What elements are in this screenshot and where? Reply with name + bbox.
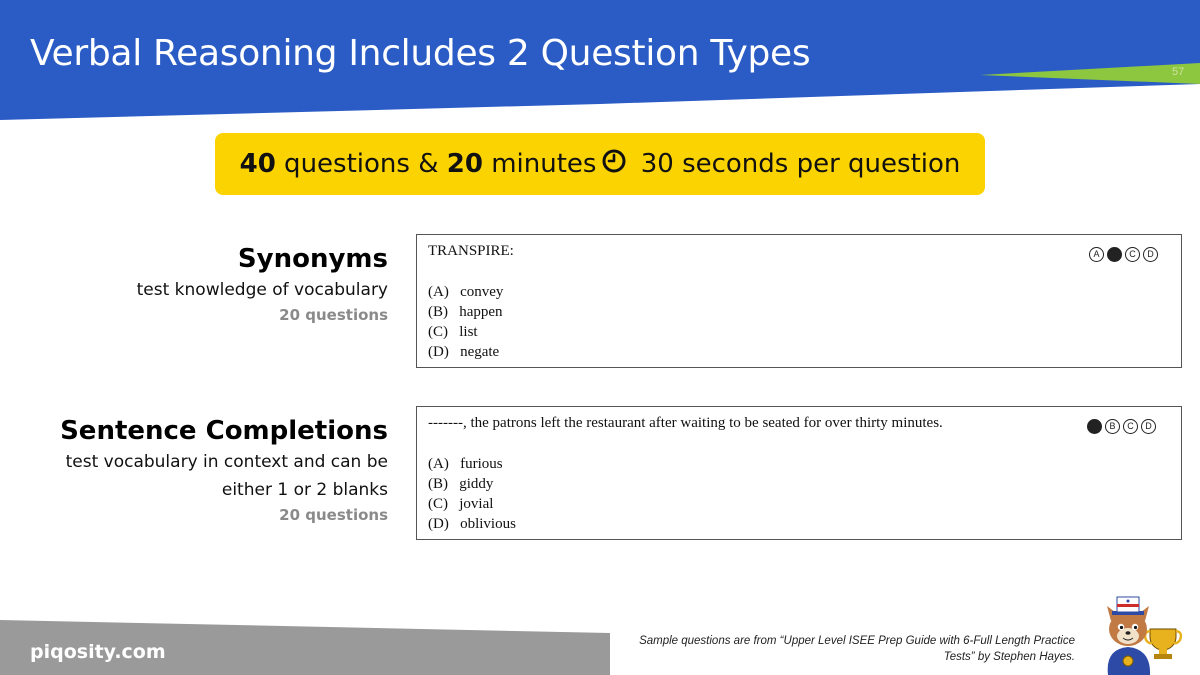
pace-text: 30 seconds per question (632, 149, 961, 179)
answer-bubbles (1087, 419, 1156, 434)
brand-link[interactable]: piqosity.com (30, 641, 166, 663)
section-count: 20 questions (279, 306, 388, 324)
section-description: test knowledge of vocabulary (136, 280, 388, 300)
answer-option-d: (D) oblivious (428, 516, 516, 532)
time-banner (215, 133, 985, 195)
question-stem: -------, the patrons left the restaurant after waiting to be seated for over thirty minutes. (428, 415, 943, 431)
minutes-count: 20 (446, 149, 483, 179)
clock-icon (602, 149, 626, 180)
sentence-completion-sample-question (416, 406, 1182, 540)
bubble-a: A (1089, 247, 1104, 262)
bubble-d: D (1143, 247, 1158, 262)
source-line-2: Tests” by Stephen Hayes. (943, 651, 1075, 663)
answer-option-c: (C) jovial (428, 496, 494, 512)
answer-option-a: (A) convey (428, 284, 504, 300)
questions-text: questions & (275, 149, 447, 179)
bubble-b: B (1105, 419, 1120, 434)
mascot-icon (1090, 593, 1190, 675)
source-line-1: Sample questions are from “Upper Level ISEE Prep Guide with 6-Full Length Practice (639, 635, 1075, 647)
questions-count: 40 (239, 149, 276, 179)
synonym-sample-question (416, 234, 1182, 368)
source-citation (615, 633, 1075, 665)
bubble-b-selected: B (1107, 247, 1122, 262)
synonyms-description (137, 244, 388, 324)
answer-option-b: (B) giddy (428, 476, 494, 492)
section-count: 20 questions (279, 506, 388, 524)
slide-title: Verbal Reasoning Includes 2 Question Types (30, 33, 811, 74)
bubble-c: C (1125, 247, 1140, 262)
section-heading: Sentence Completions (60, 416, 388, 446)
answer-option-c: (C) list (428, 324, 478, 340)
section-heading: Synonyms (237, 244, 388, 274)
bubble-c: C (1123, 419, 1138, 434)
sentence-completions-description (60, 416, 388, 524)
question-stem: TRANSPIRE: (428, 243, 514, 259)
section-description-line-1: test vocabulary in context and can be (65, 452, 388, 472)
section-description-line-2: either 1 or 2 blanks (221, 480, 388, 500)
minutes-text: minutes (482, 149, 597, 179)
bubble-d: D (1141, 419, 1156, 434)
answer-bubbles (1089, 247, 1158, 262)
answer-option-d: (D) negate (428, 344, 500, 360)
bubble-a-selected: A (1087, 419, 1102, 434)
answer-option-b: (B) happen (428, 304, 503, 320)
slide-number: 57 (1172, 66, 1185, 78)
answer-option-a: (A) furious (428, 456, 503, 472)
